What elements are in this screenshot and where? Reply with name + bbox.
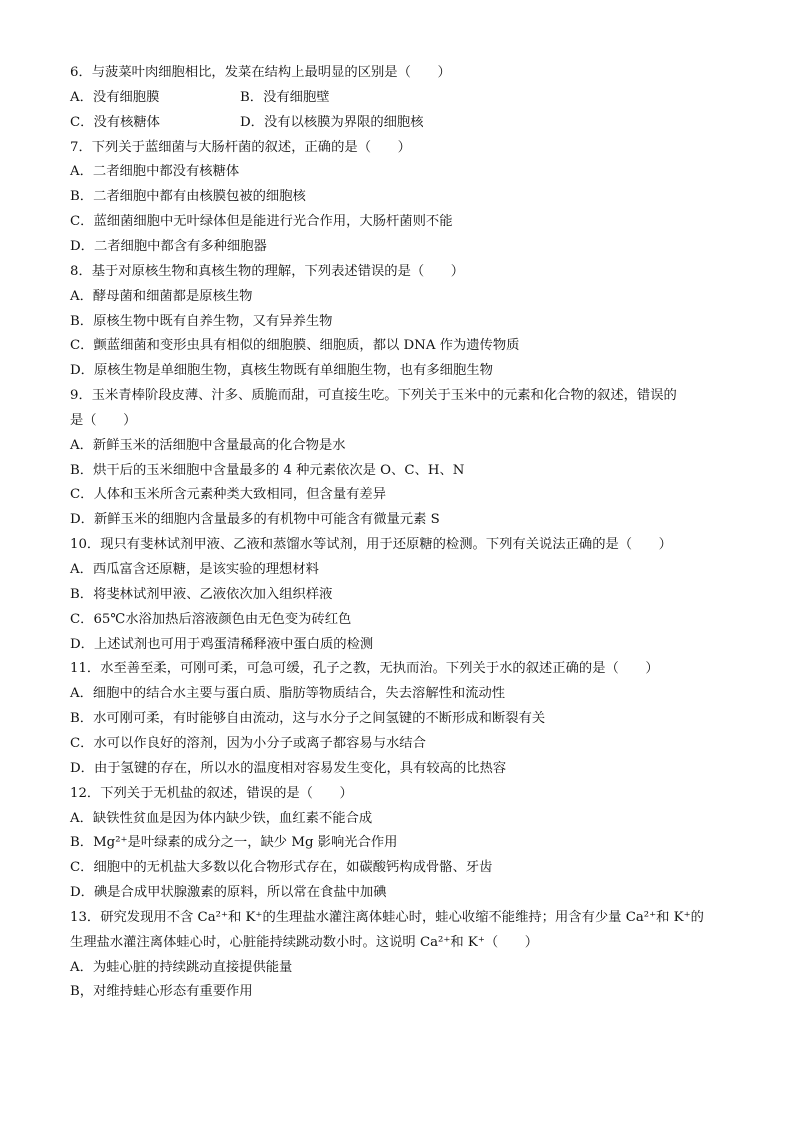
option-row <box>70 188 730 206</box>
option-row <box>70 337 730 355</box>
answer-option: A．西瓜富含还原糖，是该实验的理想材料 <box>70 562 319 577</box>
answer-option: D．二者细胞中都含有多种细胞器 <box>70 238 267 254</box>
question-stem: 7．下列关于蓝细菌与大肠杆菌的叙述，正确的是（ ） <box>70 139 411 155</box>
option-row <box>70 437 730 455</box>
answer-option: C．65℃水浴加热后溶液颜色由无色变为砖红色 <box>70 611 352 627</box>
question-stem: 9．玉米青棒阶段皮薄、汁多、质脆而甜，可直接生吃。下列关于玉米中的元素和化合物的叙述，错误的 <box>70 388 677 404</box>
option-row <box>70 636 730 654</box>
answer-option: B．Mg²⁺是叶绿素的成分之一，缺少 Mg 影响光合作用 <box>70 835 398 851</box>
answer-option: B．原核生物中既有自养生物，又有异养生物 <box>70 313 333 329</box>
option-row <box>70 362 730 380</box>
option-row <box>70 611 730 629</box>
option-row <box>70 586 730 604</box>
answer-option: D．没有以核膜为界限的细胞核 <box>240 114 424 130</box>
option-row <box>70 313 730 331</box>
option-row <box>70 834 730 852</box>
option-row <box>70 760 730 778</box>
answer-option: B．烘干后的玉米细胞中含量最多的 4 种元素依次是 O、C、H、N <box>70 462 465 478</box>
option-row <box>70 89 730 107</box>
answer-option: D．碘是合成甲状腺激素的原料，所以常在食盐中加碘 <box>70 885 387 901</box>
question-stem: 11．水至善至柔，可刚可柔，可急可缓，孔子之教，无执而治。下列关于水的叙述正确的是（ ） <box>70 661 659 677</box>
question-stem-line <box>70 387 730 405</box>
question-stem-line <box>70 536 730 554</box>
answer-option: D．上述试剂也可用于鸡蛋清稀释液中蛋白质的检测 <box>70 636 374 652</box>
answer-option: C．没有核糖体 <box>70 114 160 130</box>
question-stem: 8．基于对原核生物和真核生物的理解，下列表述错误的是（ ） <box>70 263 465 279</box>
question-stem-line <box>70 785 730 803</box>
answer-option: B，对维持蛙心形态有重要作用 <box>70 984 253 1000</box>
answer-option: B．将斐林试剂甲液、乙液依次加入组织样液 <box>70 586 333 602</box>
question-stem: 12．下列关于无机盐的叙述，错误的是（ ） <box>70 785 353 801</box>
answer-option: C．颤蓝细菌和变形虫具有相似的细胞膜、细胞质，都以 DNA 作为遗传物质 <box>70 338 520 354</box>
answer-option: A．新鲜玉米的活细胞中含量最高的化合物是水 <box>70 437 346 453</box>
question-stem-line <box>70 263 730 281</box>
question-stem: 是（ ） <box>70 412 137 428</box>
question-stem-line <box>70 412 730 430</box>
option-row <box>70 462 730 480</box>
option-row <box>70 238 730 256</box>
question-stem: 6．与菠菜叶肉细胞相比，发菜在结构上最明显的区别是（ ） <box>70 65 451 80</box>
answer-option: A．没有细胞膜 <box>70 89 160 105</box>
option-row <box>70 486 730 504</box>
answer-option: A．细胞中的结合水主要与蛋白质、脂肪等物质结合，失去溶解性和流动性 <box>70 686 506 702</box>
option-row <box>70 884 730 902</box>
question-stem-line <box>70 909 730 927</box>
option-row <box>70 959 730 977</box>
answer-option: A．二者细胞中都没有核糖体 <box>70 164 240 180</box>
answer-option: B．没有细胞壁 <box>240 89 330 105</box>
answer-option: B．二者细胞中都有由核膜包被的细胞核 <box>70 189 306 205</box>
answer-option: D．由于氢键的存在，所以水的温度相对容易发生变化，具有较高的比热容 <box>70 760 507 776</box>
question-stem-line <box>70 139 730 157</box>
question-stem: 13．研究发现用不含 Ca²⁺和 K⁺的生理盐水灌注离体蛙心时，蛙心收缩不能维持；用含有少量 Ca²⁺和 K⁺的 <box>70 909 704 925</box>
answer-option: C．蓝细菌细胞中无叶绿体但是能进行光合作用，大肠杆菌则不能 <box>70 214 453 230</box>
option-row <box>70 561 730 579</box>
option-row <box>70 859 730 877</box>
option-row <box>70 710 730 728</box>
answer-option: C．水可以作良好的溶剂，因为小分子或离子都容易与水结合 <box>70 735 426 751</box>
answer-option: C．人体和玉米所含元素种类大致相同，但含量有差异 <box>70 487 387 503</box>
option-row <box>70 163 730 181</box>
option-row <box>70 288 730 306</box>
option-row <box>70 511 730 529</box>
answer-option: A．为蛙心脏的持续跳动直接提供能量 <box>70 959 293 975</box>
answer-option: C．细胞中的无机盐大多数以化合物形式存在，如碳酸钙构成骨骼、牙齿 <box>70 860 493 876</box>
answer-option: D．原核生物是单细胞生物，真核生物既有单细胞生物，也有多细胞生物 <box>70 363 493 379</box>
option-row <box>70 735 730 753</box>
option-row <box>70 983 730 1001</box>
question-stem-line <box>70 660 730 678</box>
answer-option: A．缺铁性贫血是因为体内缺少铁，血红素不能合成 <box>70 810 373 826</box>
question-stem-line <box>70 64 730 82</box>
answer-option: B．水可刚可柔，有时能够自由流动，这与水分子之间氢键的不断形成和断裂有关 <box>70 711 546 727</box>
answer-option: A．酵母菌和细菌都是原核生物 <box>70 288 253 304</box>
question-stem: 10．现只有斐林试剂甲液、乙液和蒸馏水等试剂，用于还原糖的检测。下列有关说法正确的是（ ） <box>70 537 672 553</box>
option-row <box>70 213 730 231</box>
option-row <box>70 114 730 132</box>
question-stem-line <box>70 934 730 952</box>
question-stem: 生理盐水灌注离体蛙心时，心脏能持续跳动数小时。这说明 Ca²⁺和 K⁺（ ） <box>70 934 539 950</box>
answer-option: D．新鲜玉米的细胞内含量最多的有机物中可能含有微量元素 S <box>70 512 440 528</box>
option-row <box>70 685 730 703</box>
option-row <box>70 810 730 828</box>
